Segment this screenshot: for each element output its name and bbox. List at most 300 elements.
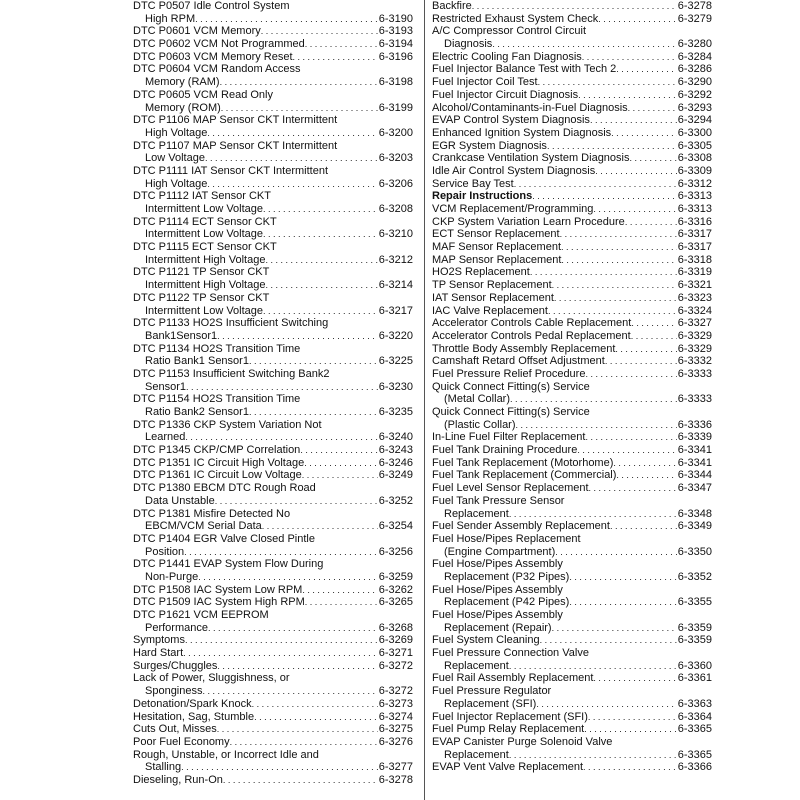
entry-title: Idle Air Control System Diagnosis [432, 164, 596, 177]
page-number: 6-3344 [677, 469, 712, 482]
index-entry [133, 634, 413, 647]
index-entry [133, 698, 413, 711]
index-entry-line [133, 355, 413, 368]
entry-title: TP Sensor Replacement [432, 279, 552, 292]
dot-leader [552, 622, 677, 635]
page-number: 6-3217 [378, 304, 413, 317]
index-entry [432, 63, 712, 76]
index-entry [432, 114, 712, 127]
dot-leader [230, 736, 378, 749]
entry-title: Fuel Hose/Pipes Assembly [432, 583, 563, 596]
entry-title: EVAP Canister Purge Solenoid Valve [432, 735, 613, 748]
entry-title: Poor Fuel Economy [133, 735, 230, 748]
column-divider [424, 0, 425, 800]
page-number: 6-3280 [677, 38, 712, 51]
dot-leader [613, 457, 676, 470]
index-entry-line [432, 25, 712, 38]
page-number: 6-3318 [677, 253, 712, 266]
index-entry-line [432, 393, 712, 406]
entry-title: (Engine Compartment) [444, 545, 556, 558]
page-number: 6-3256 [378, 545, 413, 558]
dot-leader [205, 152, 378, 165]
page-number: 6-3364 [677, 710, 712, 723]
entry-title: DTC P0602 VCM Not Programmed [133, 38, 305, 51]
index-entry-line [133, 533, 413, 546]
entry-title: Data Unstable [145, 494, 215, 507]
page-number: 6-3332 [677, 355, 712, 368]
index-entry-line [133, 343, 413, 356]
index-entry-line [133, 393, 413, 406]
dot-leader [536, 698, 676, 711]
entry-title: DTC P1404 EGR Valve Closed Pintle [133, 532, 315, 545]
dot-leader [293, 51, 378, 64]
page-number: 6-3286 [677, 63, 712, 76]
index-entry-line [432, 241, 712, 254]
index-entry-line [133, 431, 413, 444]
entry-title: MAF Sensor Replacement [432, 241, 561, 254]
index-entry-line [432, 305, 712, 318]
dot-leader [262, 520, 378, 533]
entry-title: Intermittent High Voltage [145, 253, 266, 266]
entry-title: Fuel Rail Assembly Replacement [432, 672, 594, 685]
index-entry [432, 343, 712, 356]
page-number: 6-3339 [677, 431, 712, 444]
index-entry [133, 216, 413, 241]
index-entry [432, 228, 712, 241]
index-entry [133, 774, 413, 787]
page-number: 6-3196 [378, 50, 413, 63]
entry-title: Fuel Hose/Pipes Replacement [432, 532, 581, 545]
entry-title: VCM Replacement/Programming [432, 203, 594, 215]
entry-title: DTC P1441 EVAP System Flow During [133, 558, 324, 571]
dot-leader [217, 660, 377, 673]
page-number: 6-3365 [677, 723, 712, 736]
index-entry [432, 457, 712, 470]
index-entry-line [432, 711, 712, 724]
page-number: 6-3366 [677, 761, 712, 774]
entry-title: Fuel Pressure Regulator [432, 685, 552, 698]
entry-title: Alcohol/Contaminants-in-Fuel Diagnosis [432, 101, 628, 114]
entry-title: Memory (ROM) [145, 101, 221, 114]
page-number: 6-3220 [378, 329, 413, 342]
entry-title: Throttle Body Assembly Replacement [432, 342, 616, 355]
page-number: 6-3262 [378, 583, 413, 596]
entry-title: DTC P1111 IAT Sensor CKT Intermittent [133, 164, 329, 177]
index-entry-line [133, 419, 413, 432]
index-entry [133, 51, 413, 64]
page-number: 6-3333 [677, 393, 712, 406]
dot-leader [516, 419, 677, 432]
index-entry-line [432, 368, 712, 381]
entry-title: IAT Sensor Replacement [432, 291, 554, 304]
dot-leader [616, 63, 676, 76]
dot-leader [207, 178, 377, 191]
index-entry-line [133, 203, 413, 216]
index-entry-line [432, 520, 712, 533]
entry-title: Replacement [444, 507, 509, 520]
index-entry-line [432, 127, 712, 140]
index-entry-line [432, 482, 712, 495]
index-entry-line [432, 228, 712, 241]
dot-leader [514, 178, 677, 191]
entry-title: Surges/Chuggles [133, 659, 218, 672]
page-number: 6-3352 [677, 570, 712, 583]
page-number: 6-3313 [677, 203, 712, 215]
index-entry-line [133, 114, 413, 127]
index-entry-line [133, 190, 413, 203]
page-number: 6-3300 [677, 126, 712, 139]
index-entry-line [432, 140, 712, 153]
index-entry [133, 266, 413, 291]
index-entry-line [133, 482, 413, 495]
index-entry-line [133, 711, 413, 724]
entry-title: Memory (RAM) [145, 76, 220, 89]
dot-leader [509, 660, 677, 673]
dot-leader [569, 571, 676, 584]
index-entry-line [133, 647, 413, 660]
index-entry [133, 317, 413, 342]
entry-title: DTC P1509 IAC System High RPM [133, 596, 305, 609]
page-number: 6-3199 [378, 101, 413, 114]
index-entry [133, 114, 413, 139]
index-entry [432, 584, 712, 609]
index-entry-line [432, 584, 712, 597]
index-entry [133, 63, 413, 88]
dot-leader [530, 266, 677, 279]
entry-title: Fuel Injector Replacement (SFI) [432, 710, 588, 723]
entry-title: Restricted Exhaust System Check [432, 12, 599, 25]
index-entry [432, 647, 712, 672]
dot-leader [509, 749, 677, 762]
index-entry [133, 140, 413, 165]
index-entry-line [432, 469, 712, 482]
index-entry-line [432, 254, 712, 267]
index-entry-line [432, 660, 712, 673]
index-entry [432, 51, 712, 64]
dot-leader [304, 457, 378, 470]
entry-title: Quick Connect Fitting(s) Service [432, 406, 590, 418]
entry-title: Position [145, 545, 185, 558]
entry-title: DTC P1122 TP Sensor CKT [133, 291, 270, 304]
dot-leader [593, 672, 676, 685]
entry-title: Quick Connect Fitting(s) Service [432, 380, 590, 393]
index-entry [133, 723, 413, 736]
index-entry [133, 343, 413, 368]
index-entry-line [133, 444, 413, 457]
index-entry [432, 25, 712, 50]
page-number: 6-3329 [677, 342, 712, 355]
entry-title: DTC P1153 Insufficient Switching Bank2 [133, 367, 330, 380]
page-number: 6-3278 [378, 773, 413, 786]
index-entry-line [133, 152, 413, 165]
dot-leader [610, 520, 677, 533]
page-number: 6-3284 [677, 50, 712, 63]
index-entry-line [133, 228, 413, 241]
entry-title: Fuel Injector Circuit Diagnosis [432, 88, 579, 101]
index-entry-line [432, 203, 712, 216]
index-entry [432, 482, 712, 495]
page-number: 6-3277 [378, 761, 413, 774]
index-entry-line [432, 165, 712, 178]
index-entry [432, 330, 712, 343]
index-entry [432, 558, 712, 583]
entry-title: Backfire [432, 0, 472, 12]
index-entry-line [133, 305, 413, 318]
page-number: 6-3336 [677, 418, 712, 431]
page-number: 6-3225 [378, 355, 413, 368]
index-entry [432, 0, 712, 13]
page-number: 6-3193 [378, 25, 413, 38]
dot-leader [252, 698, 378, 711]
page-number: 6-3324 [677, 304, 712, 317]
index-entry [432, 127, 712, 140]
dot-leader [631, 330, 677, 343]
index-entry-line [432, 355, 712, 368]
dot-leader [532, 190, 676, 203]
index-entry [432, 495, 712, 520]
index-entry [432, 368, 712, 381]
index-entry [133, 419, 413, 444]
dot-leader [305, 38, 378, 51]
index-entry [133, 0, 413, 25]
index-entry-line [133, 457, 413, 470]
page-number: 6-3363 [677, 697, 712, 710]
index-entry-line [432, 178, 712, 191]
index-entry [133, 25, 413, 38]
index-entry-line [432, 647, 712, 660]
page-number: 6-3198 [378, 76, 413, 89]
index-entry-line [432, 457, 712, 470]
index-entry-line [432, 698, 712, 711]
entry-title: Replacement (SFI) [444, 697, 537, 710]
index-entry-line [133, 241, 413, 254]
dot-leader [302, 584, 377, 597]
dot-leader [593, 203, 676, 216]
page-number: 6-3350 [677, 545, 712, 558]
page-number: 6-3265 [378, 596, 413, 609]
dot-leader [582, 51, 677, 64]
index-entry [133, 165, 413, 190]
entry-title: Electric Cooling Fan Diagnosis [432, 50, 582, 63]
page-number: 6-3243 [378, 444, 413, 457]
entry-title: (Metal Collar) [444, 393, 511, 406]
index-entry-line [133, 266, 413, 279]
index-entry-line [432, 190, 712, 203]
dot-leader [263, 203, 378, 216]
index-entry-line [432, 533, 712, 546]
page-number: 6-3268 [378, 621, 413, 634]
dot-leader [631, 317, 676, 330]
entry-title: DTC P0601 VCM Memory [133, 25, 261, 38]
entry-title: Fuel Hose/Pipes Assembly [432, 609, 563, 621]
entry-title: DTC P1361 IC Circuit Low Voltage [133, 469, 302, 482]
index-entry-line [133, 0, 413, 13]
index-entry-line [133, 660, 413, 673]
index-entry [133, 482, 413, 507]
dot-leader [265, 279, 377, 292]
index-column-right [432, 0, 712, 774]
index-entry [133, 596, 413, 609]
index-entry-line [133, 140, 413, 153]
index-entry-line [133, 469, 413, 482]
index-entry [133, 190, 413, 215]
index-entry-line [133, 102, 413, 115]
entry-title: Replacement [444, 659, 509, 672]
entry-title: Fuel Injector Coil Test [432, 76, 538, 89]
entry-title: (Plastic Collar) [444, 418, 516, 431]
entry-title: Performance [145, 621, 208, 634]
index-entry-line [133, 685, 413, 698]
index-entry-line [133, 406, 413, 419]
page-number: 6-3292 [677, 88, 712, 101]
entry-title: Learned [145, 431, 186, 444]
index-entry-line [133, 571, 413, 584]
index-entry [432, 13, 712, 26]
dot-leader [254, 711, 378, 724]
index-entry-line [432, 495, 712, 508]
dot-leader [221, 102, 378, 115]
entry-title: DTC P0507 Idle Control System [133, 0, 290, 12]
index-entry [133, 368, 413, 393]
dot-leader [583, 761, 677, 774]
page-number: 6-3359 [677, 621, 712, 634]
entry-title: Fuel Pressure Relief Procedure [432, 367, 586, 380]
entry-title: Replacement (P32 Pipes) [444, 570, 570, 583]
entry-title: Sponginess [145, 685, 203, 698]
dot-leader [305, 596, 378, 609]
dot-leader [472, 0, 677, 13]
index-column-left [133, 0, 413, 787]
entry-title: Detonation/Spark Knock [133, 697, 252, 710]
page-number: 6-3278 [677, 0, 712, 12]
index-entry [432, 355, 712, 368]
page-number: 6-3329 [677, 329, 712, 342]
dot-leader [577, 444, 676, 457]
dot-leader [590, 114, 677, 127]
index-entry-line [133, 13, 413, 26]
dot-leader [538, 76, 677, 89]
page-number: 6-3274 [378, 710, 413, 723]
index-entry [432, 216, 712, 229]
page-number: 6-3341 [677, 456, 712, 469]
dot-leader [509, 508, 677, 521]
index-entry [133, 711, 413, 724]
page-number: 6-3309 [677, 164, 712, 177]
page-number: 6-3313 [677, 190, 712, 203]
entry-title: DTC P1380 EBCM DTC Rough Road [133, 482, 316, 495]
index-entry-line [133, 558, 413, 571]
index-entry-line [432, 266, 712, 279]
page-number: 6-3208 [378, 203, 413, 215]
index-entry-line [432, 596, 712, 609]
entry-title: Fuel Pressure Connection Valve [432, 647, 589, 660]
entry-title: Hard Start [133, 647, 184, 660]
dot-leader [552, 279, 677, 292]
index-entry [133, 508, 413, 533]
page-number: 6-3276 [378, 735, 413, 748]
index-entry-line [432, 343, 712, 356]
page-number: 6-3327 [677, 317, 712, 330]
index-entry [133, 89, 413, 114]
entry-title: Camshaft Retard Offset Adjustment [432, 355, 605, 368]
index-entry-line [133, 216, 413, 229]
index-entry-line [133, 127, 413, 140]
index-entry-line [133, 622, 413, 635]
page-number: 6-3272 [378, 659, 413, 672]
index-entry [432, 406, 712, 431]
index-entry-line [432, 558, 712, 571]
index-entry-line [133, 330, 413, 343]
dot-leader [598, 13, 676, 26]
page-number: 6-3235 [378, 406, 413, 418]
entry-title: Fuel Tank Replacement (Commercial) [432, 469, 617, 482]
index-entry-line [133, 698, 413, 711]
index-entry-line [432, 622, 712, 635]
index-entry-line [133, 736, 413, 749]
dot-leader [203, 685, 378, 698]
index-entry-line [432, 546, 712, 559]
page-number: 6-3317 [677, 228, 712, 241]
entry-title: High Voltage [145, 177, 208, 190]
entry-title: MAP Sensor Replacement [432, 253, 562, 266]
index-entry-line [432, 634, 712, 647]
dot-leader [605, 355, 677, 368]
page-number: 6-3212 [378, 253, 413, 266]
entry-title: Service Bay Test [432, 177, 514, 190]
entry-title: Ratio Bank1 Sensor1 [145, 355, 249, 368]
entry-title: Replacement (Repair) [444, 621, 552, 634]
entry-title: DTC P1154 HO2S Transition Time [133, 393, 301, 406]
index-entry-line [133, 761, 413, 774]
dot-leader [492, 38, 676, 51]
dot-leader [263, 228, 378, 241]
index-entry [432, 292, 712, 305]
index-entry-line [432, 723, 712, 736]
index-entry-line [432, 292, 712, 305]
page-number: 6-3190 [378, 12, 413, 25]
index-entry [432, 431, 712, 444]
entry-title: DTC P0604 VCM Random Access [133, 63, 301, 76]
dot-leader [184, 546, 378, 559]
index-entry-line [432, 0, 712, 13]
dot-leader [186, 381, 378, 394]
entry-title: Repair Instructions [432, 190, 533, 203]
index-entry [432, 609, 712, 634]
entry-title: Ratio Bank2 Sensor1 [145, 406, 249, 418]
index-entry-line [133, 609, 413, 622]
index-entry [133, 584, 413, 597]
entry-title: High RPM [145, 12, 196, 25]
page-number: 6-3271 [378, 647, 413, 660]
entry-title: Low Voltage [145, 152, 205, 165]
index-entry [133, 736, 413, 749]
index-entry [133, 609, 413, 634]
entry-title: Fuel Tank Draining Procedure [432, 444, 578, 457]
index-entry-line [432, 279, 712, 292]
index-entry [133, 647, 413, 660]
index-entry [432, 723, 712, 736]
index-entry [432, 634, 712, 647]
index-entry [133, 672, 413, 697]
index-entry [432, 76, 712, 89]
dot-leader [611, 127, 677, 140]
dot-leader [588, 711, 677, 724]
index-entry-line [432, 216, 712, 229]
page-number: 6-3317 [677, 241, 712, 254]
dot-leader [561, 254, 676, 267]
dot-leader [554, 292, 677, 305]
entry-title: Sensor1 [145, 380, 186, 393]
